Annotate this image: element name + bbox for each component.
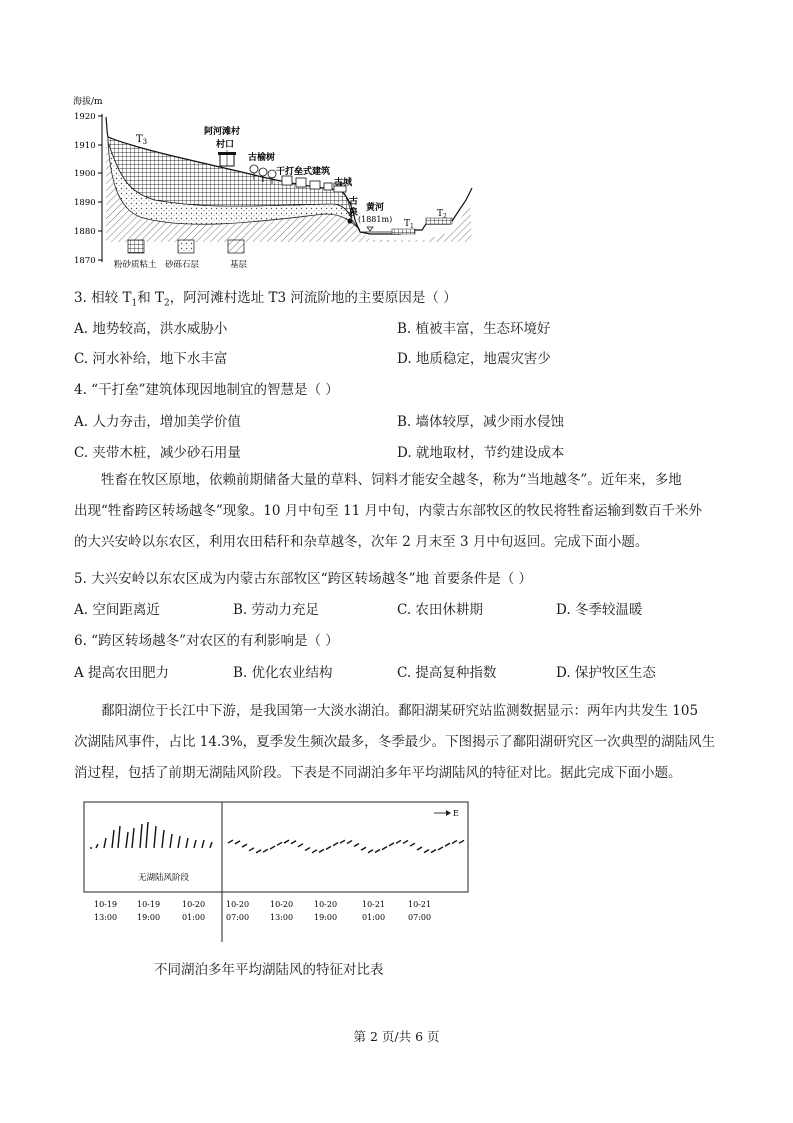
wind-barb	[96, 844, 98, 848]
terrace-profile-figure	[70, 92, 480, 282]
time-tick-time: 19:00	[137, 913, 161, 922]
wind-barb	[347, 841, 352, 844]
east-arrowhead	[446, 810, 451, 816]
passage-line: 出现“牲畜跨区转场越冬”现象。10 月中旬至 11 月中旬，内蒙古东部牧区的牧民将牲畜运输到数百千米外	[74, 503, 703, 519]
wind-barb	[312, 850, 317, 853]
village-gate-icon	[218, 150, 236, 166]
wind-barb	[445, 843, 450, 846]
wind-barb	[202, 840, 204, 848]
y-tick-label: 1870	[74, 256, 96, 266]
wind-barb	[361, 847, 366, 850]
q6-option-a[interactable]: A 提高农田肥力	[74, 665, 170, 681]
elm-label: 古榆树	[248, 153, 276, 163]
wind-barb	[118, 826, 120, 848]
wind-barb	[256, 850, 261, 853]
poyang-passage	[74, 696, 724, 789]
wind-barb	[162, 830, 164, 848]
time-tick-time: 13:00	[270, 913, 294, 922]
legend-swatch-hatch	[228, 240, 244, 253]
wind-barb	[305, 848, 310, 851]
village-gate-label: 村口	[216, 140, 235, 150]
q4-option-b[interactable]: B. 墙体较厚，减少雨水侵蚀	[397, 414, 565, 430]
q6-option-b[interactable]: B. 优化农业结构	[233, 665, 333, 681]
wind-barb	[242, 844, 247, 847]
time-tick-time: 19:00	[314, 913, 338, 922]
wind-barb	[403, 840, 408, 843]
wind-barb	[410, 843, 415, 846]
y-tick-label: 1900	[74, 169, 96, 179]
q4-option-d[interactable]: D. 就地取材，节约建设成本	[397, 445, 565, 461]
village-label: 阿河滩村	[204, 127, 241, 137]
q5-option-d[interactable]: D. 冬季较温暖	[556, 602, 643, 618]
wind-barb	[170, 834, 172, 848]
q5-option-b[interactable]: B. 劳动力充足	[233, 602, 320, 618]
livestock-passage	[74, 465, 724, 558]
wind-barb	[333, 843, 338, 846]
question-3-stem: 3. 相较 $T_1$和 $T_2$，阿河滩村选址 T3 河流阶地的主要原因是（ ）	[74, 290, 457, 309]
time-tick-date: 10-20	[314, 900, 338, 909]
wind-barb	[459, 840, 464, 843]
time-tick-date: 10-20	[182, 900, 206, 909]
q5-option-a[interactable]: A. 空间距离近	[74, 602, 160, 618]
wind-barb	[375, 849, 380, 852]
time-tick-date: 10-20	[270, 900, 294, 909]
wind-barb	[235, 841, 240, 844]
wind-barb	[438, 847, 443, 850]
wind-barb	[194, 840, 196, 848]
east-label: E	[453, 809, 459, 818]
wind-barb	[249, 848, 254, 851]
y-axis-label: 海拔/m	[73, 97, 103, 107]
wind-barb	[368, 850, 373, 853]
river-label: 黄河	[366, 203, 385, 213]
wind-barb	[126, 832, 128, 848]
t2-label: $T_2$	[437, 209, 447, 220]
y-tick-label: 1890	[74, 198, 96, 208]
time-tick-date: 10-21	[408, 900, 432, 909]
passage-line: 次湖陆风事件，占比 14.3%，夏季发生频次最多，冬季最少。下图揭示了鄱阳湖研究区一次典型的湖陆风生	[74, 734, 716, 750]
passage-line: 的大兴安岭以东农区，利用农田秸秆和杂草越冬，次年 2 月末至 3 月中旬返回。完成下面小题。	[74, 534, 649, 550]
wind-barb	[354, 843, 359, 846]
time-tick-date: 10-19	[94, 900, 118, 909]
q4-option-a[interactable]: A. 人力夯击，增加美学价值	[74, 414, 241, 430]
y-tick-label: 1910	[74, 141, 96, 151]
y-tick-label: 1920	[74, 112, 96, 122]
river-elevation-label: (1881m)	[358, 215, 393, 224]
time-tick-date: 10-21	[362, 900, 386, 909]
q5-option-c[interactable]: C. 农田休耕期	[397, 602, 483, 618]
time-tick-time: 07:00	[226, 913, 250, 922]
wind-barb	[452, 840, 457, 843]
q3-option-a[interactable]: A. 地势较高，洪水威胁小	[74, 321, 228, 337]
wind-barb	[417, 847, 422, 850]
river-marker	[367, 227, 373, 231]
question-4-stem: 4. “干打垒”建筑体现因地制宜的智慧是（ ）	[74, 382, 339, 398]
q4-option-c[interactable]: C. 夹带木桩，减少砂石用量	[74, 445, 241, 461]
legend-label: 基层	[230, 260, 248, 270]
wind-barb	[112, 830, 114, 848]
time-tick-time: 07:00	[408, 913, 432, 922]
time-tick-time: 01:00	[182, 913, 206, 922]
time-axis	[94, 900, 431, 922]
t1-label: $T_1$	[404, 219, 414, 230]
q3-option-d[interactable]: D. 地质稳定，地震灾害少	[397, 351, 551, 367]
question-6-stem: 6. “跨区转场越冬”对农区的有利影响是（ ）	[74, 633, 339, 649]
q3-option-c[interactable]: C. 河水补给，地下水丰富	[74, 351, 228, 367]
wind-barb	[132, 828, 134, 848]
wind-barb	[382, 847, 387, 850]
wind-barb	[291, 841, 296, 844]
y-tick-label: 1880	[74, 227, 96, 237]
old-city-label: 古城	[334, 178, 353, 188]
wind-barb	[186, 838, 188, 848]
passage-line: 消过程，包括了前期无湖陆风阶段。下表是不同湖泊多年平均湖陆风的特征对比。据此完成下面小题。	[74, 765, 682, 781]
q6-option-c[interactable]: C. 提高复种指数	[397, 665, 497, 681]
wind-barb	[140, 824, 142, 848]
q6-option-d[interactable]: D. 保护牧区生态	[556, 665, 656, 681]
question-5-stem: 5. 大兴安岭以东农区成为内蒙古东部牧区“跨区转场越冬”地 首要条件是（ ）	[74, 571, 533, 587]
wind-barb	[424, 850, 429, 853]
time-tick-date: 10-20	[226, 900, 250, 909]
passage-line: 牲畜在牧区原地，依赖前期储备大量的草料、饲料才能安全越冬，称为“当地越冬”。近年来，多地	[101, 472, 682, 488]
wind-barb	[178, 836, 180, 848]
wind-process-figure	[74, 800, 480, 948]
passage-line: 鄱阳湖位于长江中下游，是我国第一大淡水湖泊。鄱阳湖某研究站监测数据显示：两年内共发生 105	[101, 703, 699, 719]
wind-barb	[298, 844, 303, 847]
legend-swatch-dots	[178, 240, 194, 253]
page-footer: 第 2 页/共 6 页	[353, 1029, 440, 1044]
wind-barb	[154, 826, 156, 848]
wind-barb	[104, 838, 106, 848]
t3-label: $T_3$	[136, 134, 148, 146]
wind-barb	[146, 822, 148, 848]
wind-barb	[263, 849, 268, 852]
spring-dot	[347, 218, 352, 223]
wind-barb	[270, 846, 275, 849]
wind-barb	[431, 850, 436, 853]
spring-label-1: 古	[349, 197, 359, 207]
wind-barb	[389, 843, 394, 846]
no-breeze-stage-label: 无湖陆风阶段	[138, 873, 190, 883]
table-caption: 不同湖泊多年平均湖陆风的特征对比表	[154, 962, 384, 978]
time-tick-date: 10-19	[137, 900, 161, 909]
wind-barb	[277, 842, 282, 845]
legend-swatch-grid	[128, 240, 144, 253]
spring-label-2: 泉	[349, 208, 359, 218]
time-tick-time: 01:00	[362, 913, 386, 922]
wind-barb	[340, 840, 345, 843]
legend-label: 粉砂质粘土	[114, 260, 157, 270]
legend-label: 砂砾石层	[165, 260, 200, 270]
legend	[114, 240, 248, 270]
wind-barb	[284, 840, 289, 843]
wind-barb	[319, 849, 324, 852]
q3-option-b[interactable]: B. 植被丰富，生态环境好	[397, 321, 551, 337]
wind-barb	[396, 840, 401, 843]
wind-barbs	[90, 822, 464, 853]
ganda-label: 干打垒式建筑	[276, 167, 331, 177]
wind-barb	[210, 842, 212, 848]
wind-barb	[326, 846, 331, 849]
y-axis-ticks	[74, 112, 102, 266]
time-tick-time: 13:00	[94, 913, 118, 922]
wind-barb	[228, 840, 233, 843]
